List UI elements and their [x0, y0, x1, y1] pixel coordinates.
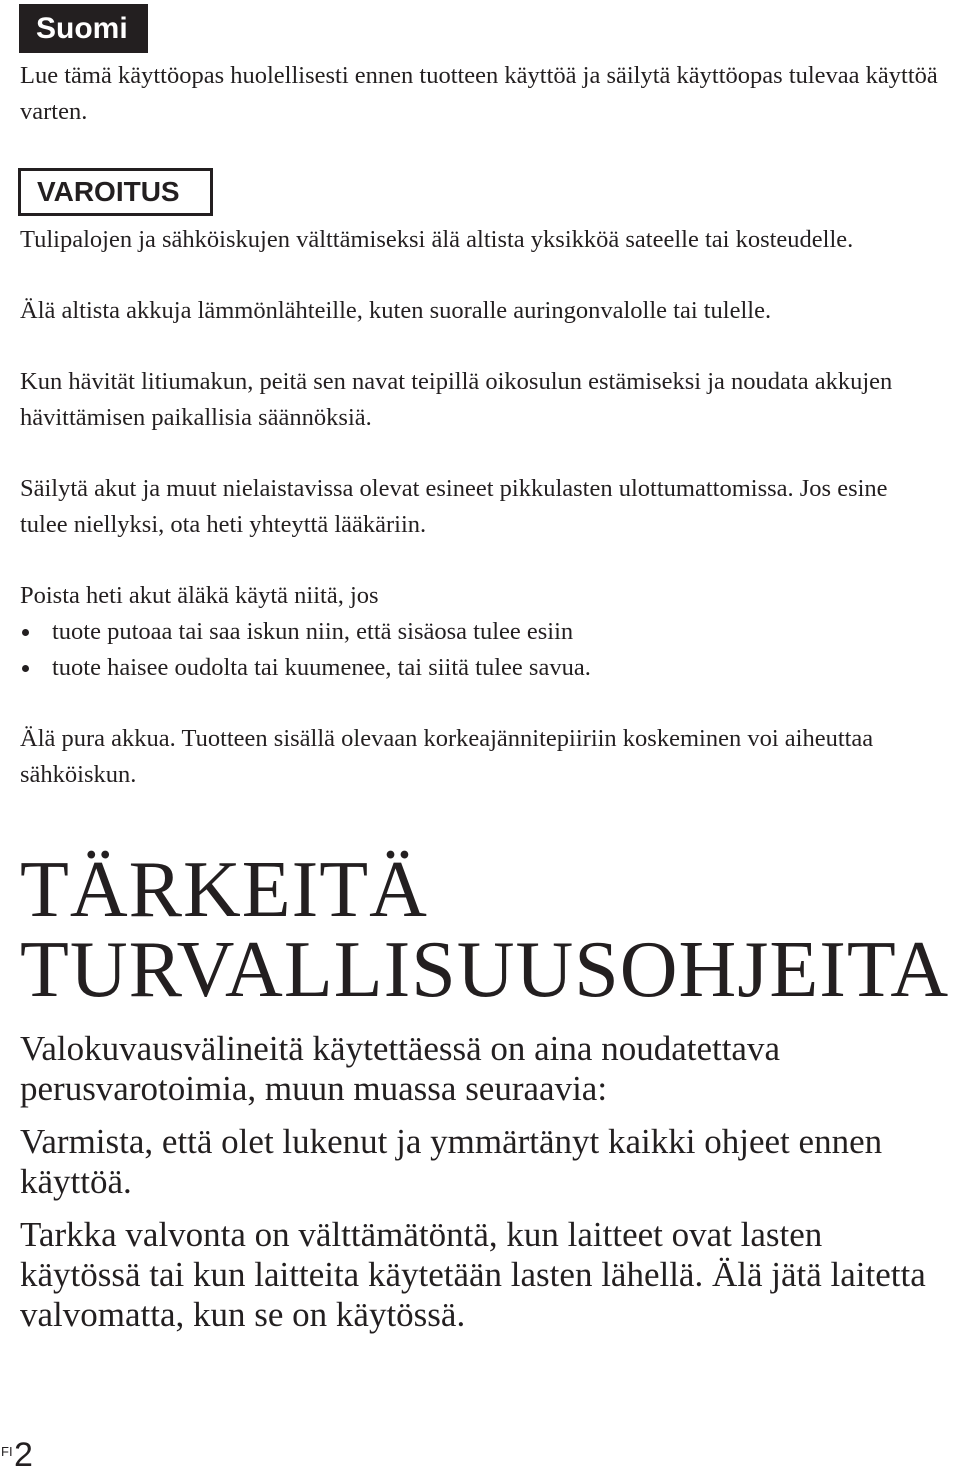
- warning-paragraph-3: Kun hävität litiumakun, peitä sen navat teipillä oikosulun estämiseksi ja noudata akkujen hävittämisen paikallisia säännöksiä.: [20, 368, 893, 431]
- safety-paragraph-1: Valokuvausvälineitä käytettäessä on aina noudatettava perusvarotoimia, muun muassa seuraavia:: [20, 1029, 781, 1108]
- warning-paragraph-2: Älä altista akkuja lämmönlähteille, kuten suoralle auringonvalolle tai tulelle.: [20, 297, 772, 324]
- warning-paragraph-1: Tulipalojen ja sähköiskujen välttämiseksi älä altista yksikköä sateelle tai kosteudelle.: [20, 226, 854, 253]
- safety-title: [20, 846, 955, 1014]
- safety-paragraph-2: Varmista, että olet lukenut ja ymmärtänyt kaikki ohjeet ennen käyttöä.: [20, 1122, 883, 1201]
- warning-paragraph-6: Älä pura akkua. Tuotteen sisällä olevaan korkeajännitepiiriin koskeminen voi aiheuttaa sähköiskun.: [20, 725, 874, 788]
- bullet-icon: [22, 629, 29, 636]
- bullet-icon: [22, 665, 29, 672]
- list-item-text: tuote haisee oudolta tai kuumenee, tai siitä tulee savua.: [52, 654, 591, 681]
- language-code: FI: [1, 1444, 13, 1459]
- page-number: 2: [14, 1436, 33, 1474]
- safety-title-line-1: TÄRKEITÄ: [20, 846, 428, 934]
- warning-label: VAROITUS: [18, 168, 213, 216]
- language-tab: Suomi: [19, 4, 148, 53]
- list-item-text: tuote putoaa tai saa iskun niin, että sisäosa tulee esiin: [52, 618, 574, 645]
- intro-paragraph: Lue tämä käyttöopas huolellisesti ennen tuotteen käyttöä ja säilytä käyttöopas tulevaa käyttöä varten.: [20, 62, 938, 125]
- warning-paragraph-5-intro: Poista heti akut äläkä käytä niitä, jos: [20, 582, 379, 609]
- safety-title-line-2: TURVALLISUUSOHJEITA: [20, 926, 950, 1014]
- warning-paragraph-4: Säilytä akut ja muut nielaistavissa olevat esineet pikkulasten ulottumattomissa. Jos esine tulee niellyksi, ota heti yhteyttä lääkäriin.: [20, 475, 888, 538]
- safety-paragraph-3: Tarkka valvonta on välttämätöntä, kun laitteet ovat lasten käytössä tai kun laitteita käytetään lasten lähellä. Älä jätä laitetta valvomatta, kun se on käytössä.: [20, 1215, 926, 1334]
